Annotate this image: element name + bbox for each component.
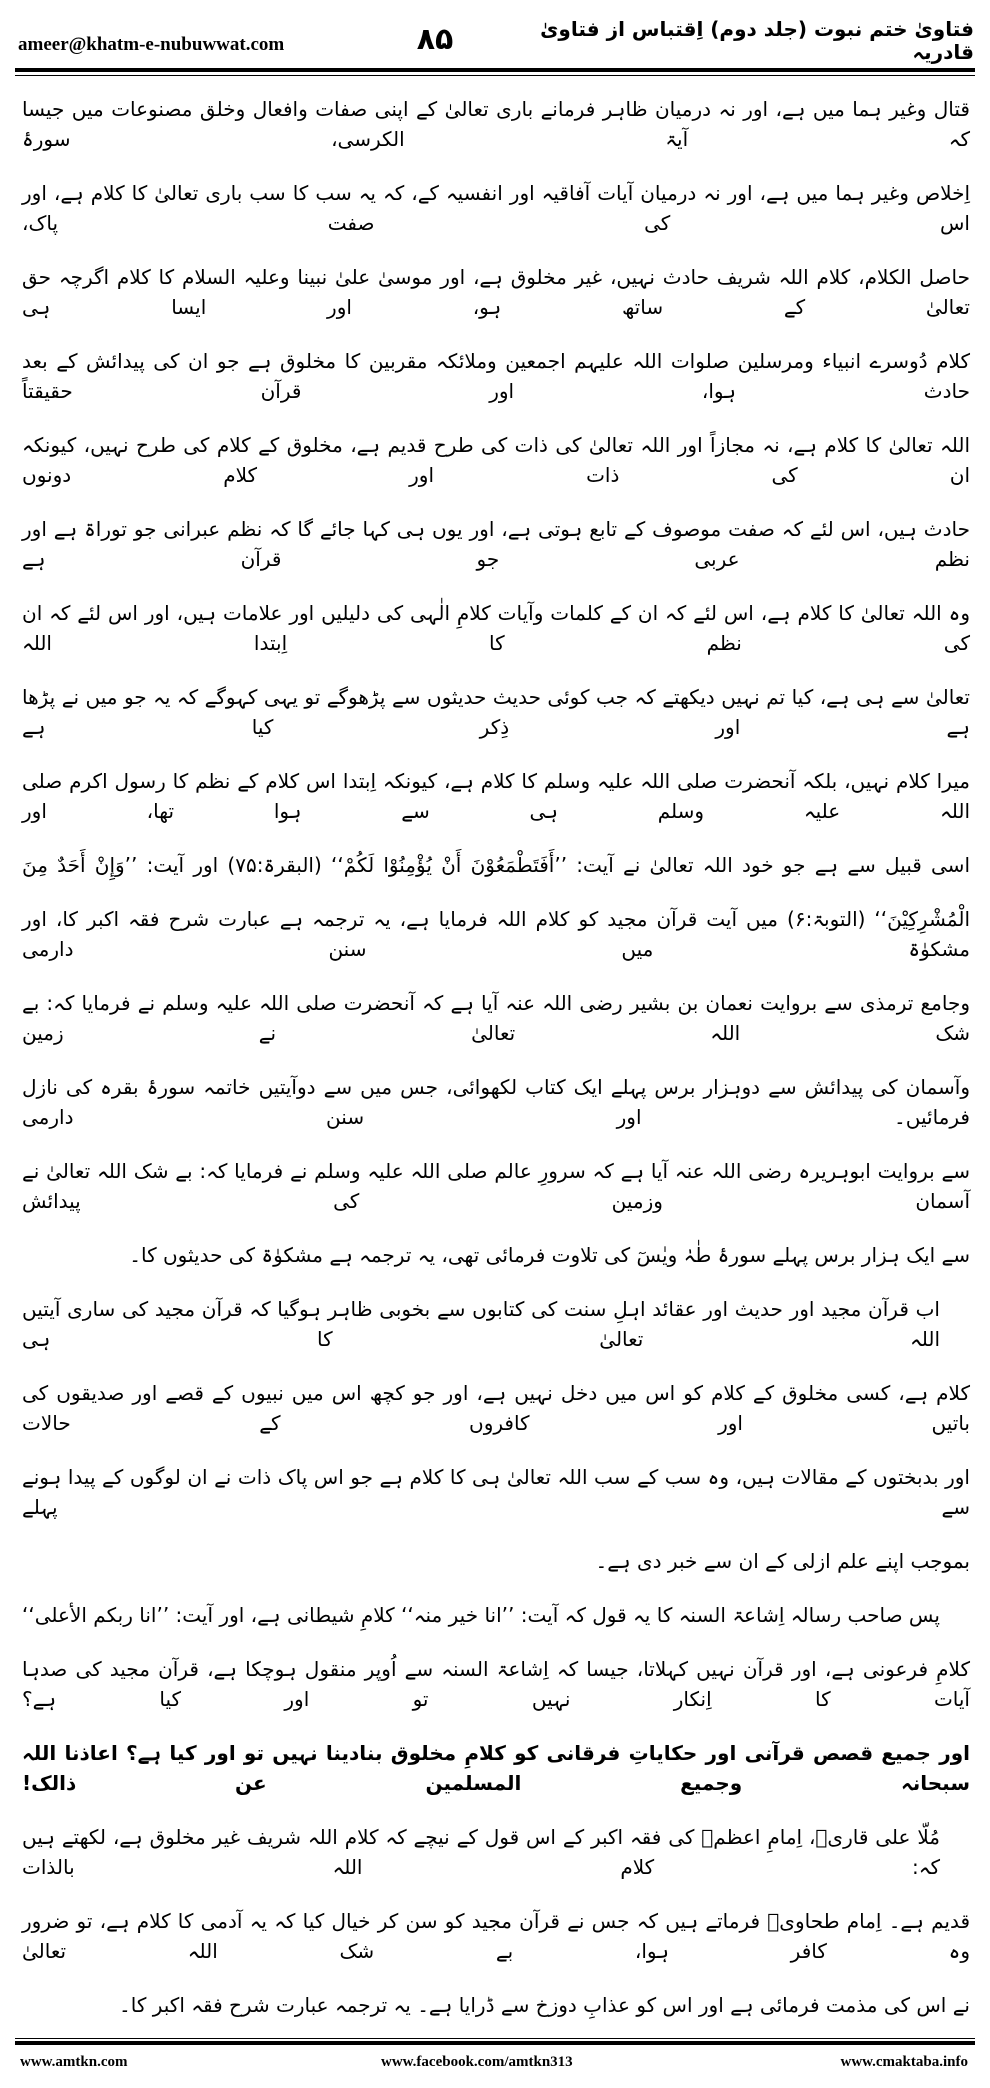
- page-header: [0, 0, 990, 82]
- page-footer: [0, 2038, 990, 2088]
- text-line: اور بدبختوں کے مقالات ہیں، وہ سب کے سب اللہ تعالیٰ ہی کا کلام ہے جو اس پاک ذات نے ان لوگوں کے پیدا ہونے سے پہلے: [22, 1465, 970, 1519]
- book-title: فتاویٰ ختم نبوت (جلد دوم) اِقتباس از فتاویٰ قادریہ: [540, 17, 974, 64]
- footer-rule-thin: [15, 2038, 975, 2039]
- text-line-paragraph-start: پس صاحب رسالہ اِشاعۃ السنہ کا یہ قول کہ آیت: ’’انا خیر منہ‘‘ کلامِ شیطانی ہے، اور آیت: ’’انا ربكم الأعلى‘‘: [22, 1603, 941, 1627]
- header-rule-thick: [15, 68, 975, 72]
- text-line: وجامع ترمذی سے بروایت نعمان بن بشیر رضی اللہ عنہ آیا ہے کہ آنحضرت صلی اللہ علیہ وسلم نے فرمایا کہ: بے شک اللہ تعالیٰ نے زمین: [22, 991, 970, 1045]
- text-line: سے بروایت ابوہریرہ رضی اللہ عنہ آیا ہے کہ سرورِ عالم صلی اللہ علیہ وسلم نے فرمایا کہ: بے شک اللہ تعالیٰ نے آسمان وزمین کی پیدائش: [22, 1159, 970, 1213]
- header-rule-thin: [15, 75, 975, 76]
- text-line-quran-quote: اسی قبیل سے ہے جو خود اللہ تعالیٰ نے آیت: ’’أَفَتَطْمَعُوْنَ أَنْ يُؤْمِنُوْا لَكُمْ‘‘ (البقرۃ:۷۵) اور آیت: ’’وَإِنْ أَحَدٌ مِنَ: [22, 853, 970, 877]
- text-line-paragraph-end: نے اس کی مذمت فرمائی ہے اور اس کو عذابِ دوزخ سے ڈرایا ہے۔ یہ ترجمہ عبارت شرح فقہ اکبر کا۔: [119, 1993, 970, 2017]
- text-line: وآسمان کی پیدائش سے دوہزار برس پہلے ایک کتاب لکھوائی، جس میں سے دوآیتیں خاتمہ سورۂ بقرہ کی نازل فرمائیں۔ اور سنن دارمی: [22, 1075, 970, 1129]
- text-line-paragraph-end: سے ایک ہزار برس پہلے سورۂ طٰہٰ ویٰسٓ کی تلاوت فرمائی تھی، یہ ترجمہ ہے مشکوٰۃ کی حدیثوں کا۔: [129, 1243, 970, 1267]
- body-text: [22, 82, 970, 2032]
- text-line: الْمُشْرِكِيْنَ‘‘ (التوبۃ:۶) میں آیت قرآن مجید کو کلام اللہ فرمایا ہے، یہ ترجمہ ہے عبارت شرح فقہ اکبر کا، اور مشکوٰۃ میں سنن دارمی: [22, 907, 971, 961]
- text-line: قدیم ہے۔ اِمام طحاویؒ فرماتے ہیں کہ جس نے قرآن مجید کو سن کر خیال کیا کہ یہ آدمی کا کلام ہے، تو ضرور وہ کافر ہوا، بے شک اللہ تعالیٰ: [22, 1909, 970, 1963]
- text-line: حاصل الکلام، کلام اللہ شریف حادث نہیں، غیر مخلوق ہے، اور موسیٰ علیٰ نبینا وعلیہ السلام کا کلام اگرچہ حق تعالیٰ کے ساتھ ہو، اور ایسا ہی: [22, 265, 970, 319]
- page-number: ۸۵: [416, 22, 454, 57]
- text-line-paragraph-start: اب قرآن مجید اور حدیث اور عقائد اہلِ سنت کی کتابوں سے بخوبی ظاہر ہوگیا کہ قرآن مجید کی ساری آیتیں اللہ تعالیٰ کا ہی: [22, 1297, 940, 1351]
- text-line: حادث ہیں، اس لئے کہ صفت موصوف کے تابع ہوتی ہے، اور یوں ہی کہا جائے گا کہ نظم عبرانی جو توراۃ ہے اور نظم عربی جو قرآن ہے: [22, 517, 970, 571]
- text-line-paragraph-start: مُلّا علی قاریؒ، اِمامِ اعظمؒ کی فقہ اکبر کے اس قول کے نیچے کہ کلام اللہ شریف غیر مخلوق ہے، لکھتے ہیں کہ: کلام اللہ بالذات: [22, 1825, 940, 1879]
- text-line-paragraph-end: بموجب اپنے علم ازلی کے ان سے خبر دی ہے۔: [595, 1549, 970, 1573]
- text-line: تعالیٰ سے ہی ہے، کیا تم نہیں دیکھتے کہ جب کوئی حدیث حدیثوں سے پڑھوگے تو یہی کہوگے کہ یہ جو میں نے پڑھا ہے اور ذِکر کیا ہے: [22, 685, 970, 739]
- text-line: قتال وغیر ہما میں ہے، اور نہ درمیان ظاہر فرمانے باری تعالیٰ کے اپنی صفات وافعال وخلق مصنوعات میں جیسا کہ آیۃ الکرسی، سورۂ: [22, 97, 970, 151]
- text-line: اور جمیع قصص قرآنی اور حکایاتِ فرقانی کو کلامِ مخلوق بنادینا نہیں تو اور کیا ہے؟ اعاذنا اللہ سبحانہ وجمیع المسلمین عن ذالک!: [22, 1741, 970, 1795]
- footer-link-facebook[interactable]: www.facebook.com/amtkn313: [381, 2054, 573, 2070]
- text-line: کلامِ فرعونی ہے، اور قرآن نہیں کہلاتا، جیسا کہ اِشاعۃ السنہ سے اُوپر منقول ہوچکا ہے، قرآن مجید کی صدہا آیات کا اِنکار نہیں تو اور کیا ہے؟: [22, 1657, 970, 1711]
- header-email: ameer@khatm-e-nubuwwat.com: [18, 34, 285, 55]
- footer-link-cmaktaba[interactable]: www.cmaktaba.info: [840, 2054, 968, 2070]
- footer-link-amtkn[interactable]: www.amtkn.com: [20, 2054, 128, 2070]
- text-line: وہ اللہ تعالیٰ کا کلام ہے، اس لئے کہ ان کے کلمات وآیات کلامِ الٰہی کی دلیلیں اور علامات ہیں، اور اس لئے کہ ان کی نظم کا اِبتدا اللہ: [22, 601, 970, 655]
- text-line: میرا کلام نہیں، بلکہ آنحضرت صلی اللہ علیہ وسلم کا کلام ہے، کیونکہ اِبتدا اس کلام کے نظم کا رسول اکرم صلی اللہ علیہ وسلم ہی سے ہوا تھا، اور: [22, 769, 970, 823]
- text-line: کلام دُوسرے انبیاء ومرسلین صلوات اللہ علیہم اجمعین وملائکہ مقربین کا مخلوق ہے جو ان کی پیدائش کے بعد حادث ہوا، اور قرآن حقیقتاً: [22, 349, 970, 403]
- text-line: اللہ تعالیٰ کا کلام ہے، نہ مجازاً اور اللہ تعالیٰ کی ذات کی طرح قدیم ہے، مخلوق کے کلام کی طرح نہیں، کیونکہ ان کی ذات اور کلام دونوں: [22, 433, 970, 487]
- text-line: کلام ہے، کسی مخلوق کے کلام کو اس میں دخل نہیں ہے، اور جو کچھ اس میں نبیوں کے قصے اور صدیقوں کی باتیں اور کافروں کے حالات: [22, 1381, 970, 1435]
- footer-rule-thick: [15, 2041, 975, 2045]
- text-line: اِخلاص وغیر ہما میں ہے، اور نہ درمیان آیات آفاقیہ اور انفسیہ کے، کہ یہ سب کا سب باری تعالیٰ کا کلام ہے، اور اس کی صفت پاک،: [22, 181, 970, 235]
